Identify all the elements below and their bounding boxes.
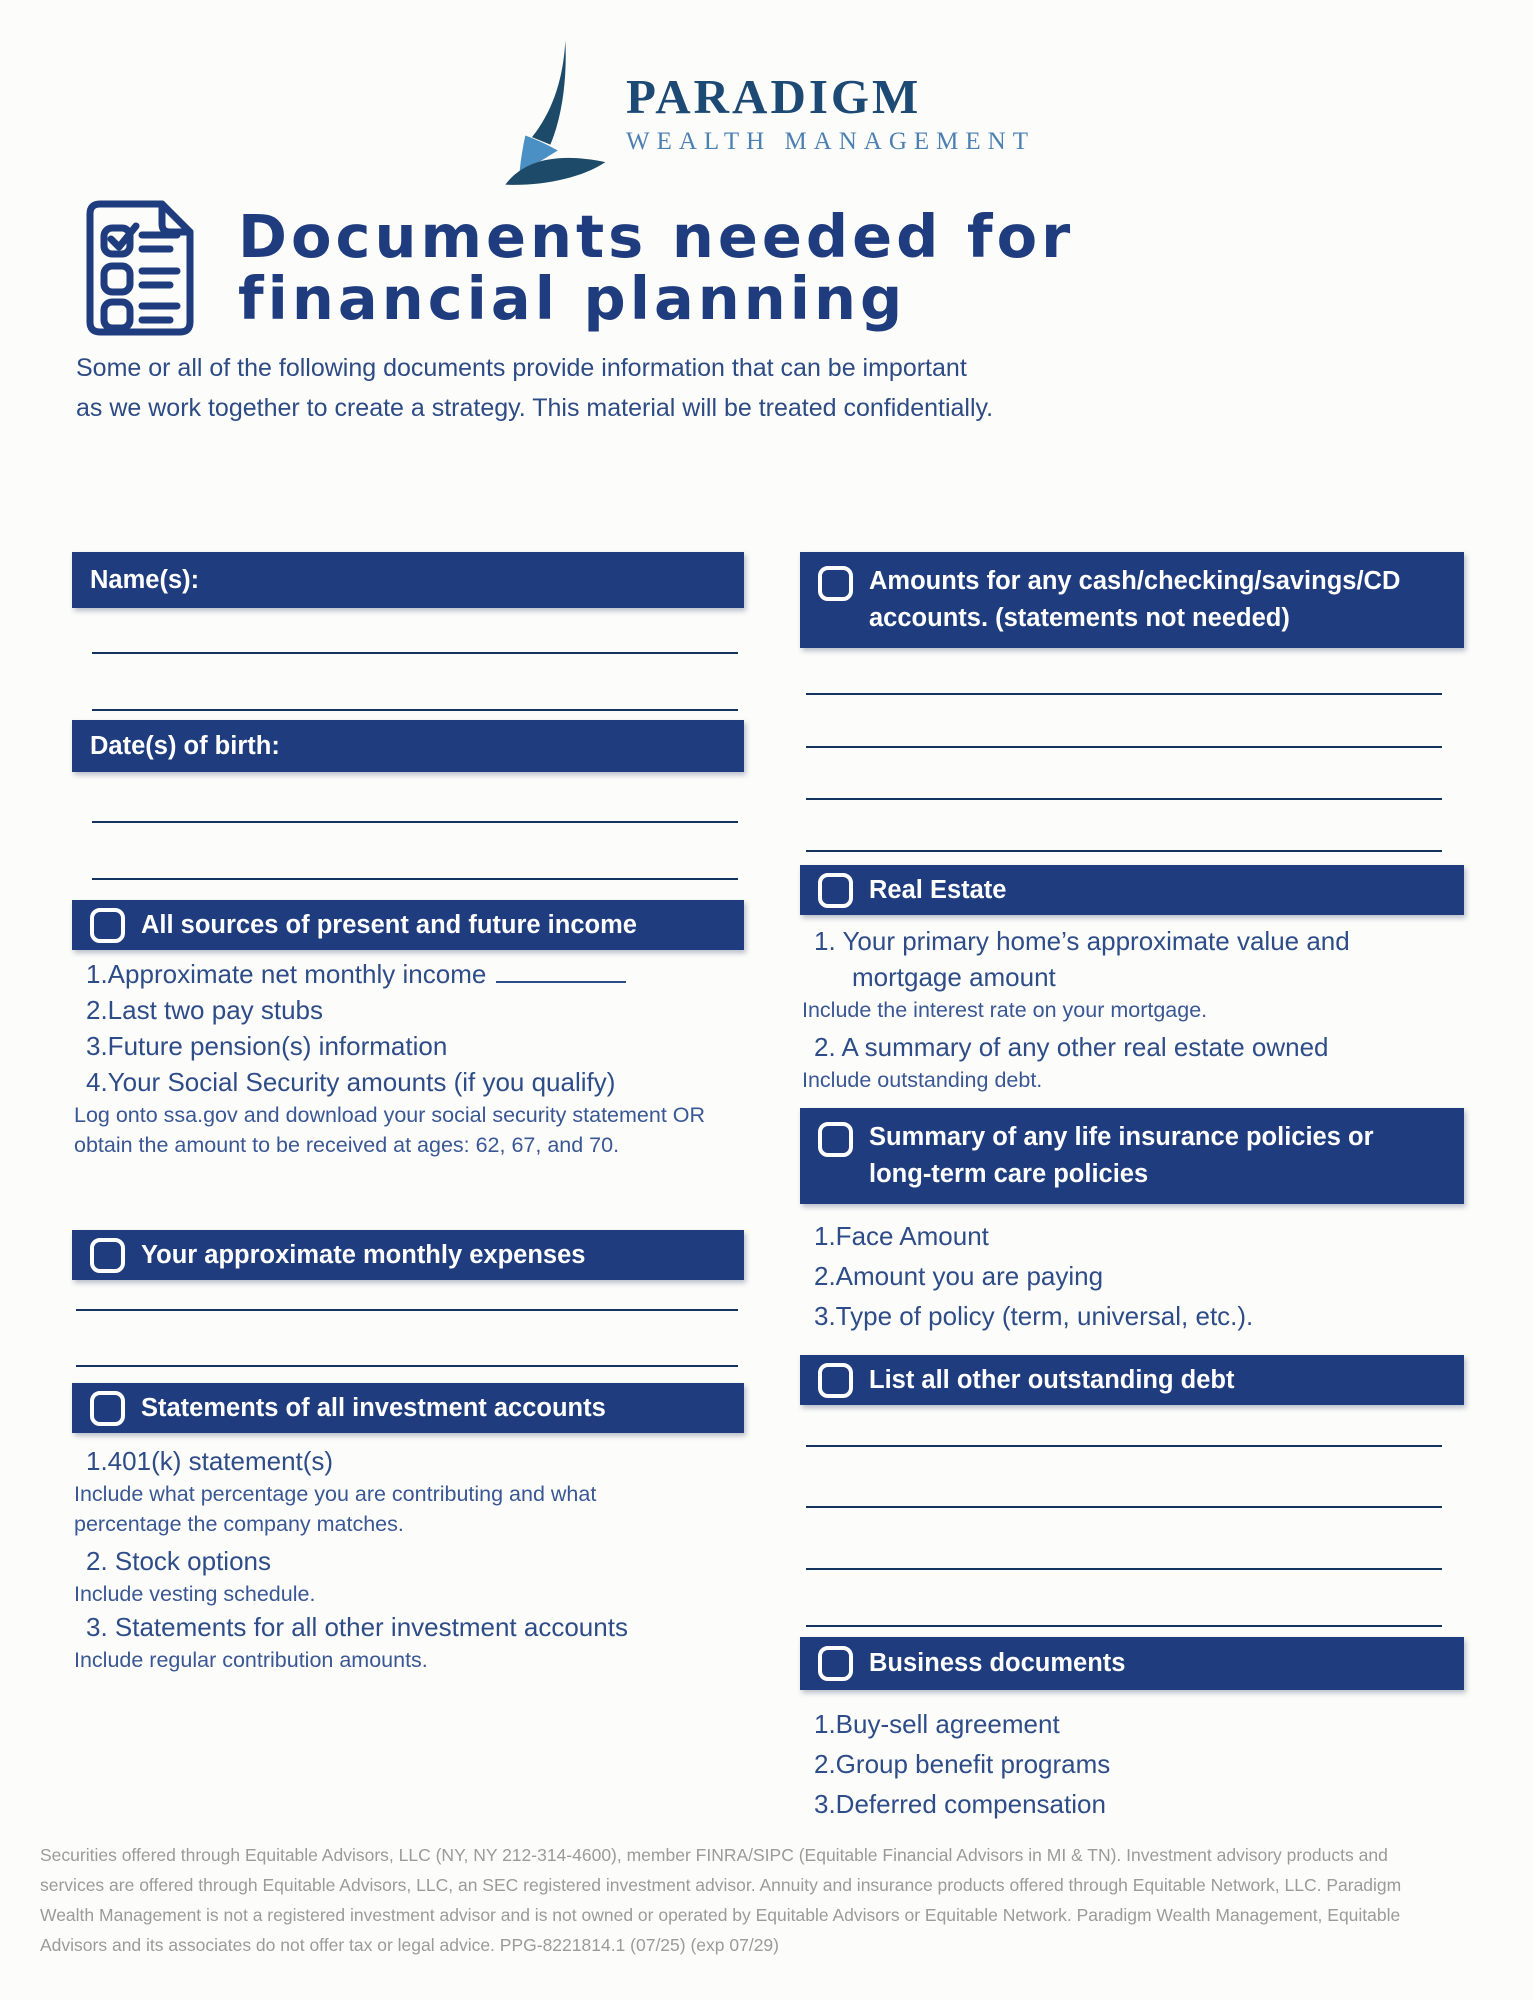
- business-header: [800, 1637, 1464, 1690]
- names-header: [72, 552, 744, 608]
- disclosure-line: services are offered through Equitable Advisors, LLC, an SEC registered investment advisor. Annuity and insurance products offered through Equitable Network, LLC. Paradigm: [40, 1875, 1402, 1896]
- note-text: Include the interest rate on your mortgage.: [802, 998, 1208, 1022]
- expenses-header: [72, 1230, 744, 1280]
- dob-write-line[interactable]: [92, 823, 738, 880]
- list-item: 2.Group benefit programs: [814, 1749, 1111, 1779]
- real-estate-title: Real Estate: [869, 875, 1007, 904]
- debt-write-line[interactable]: [806, 1405, 1442, 1447]
- business-title: Business documents: [869, 1649, 1126, 1677]
- list-item: 1.401(k) statement(s): [86, 1446, 334, 1476]
- cash-accounts-header: [800, 552, 1464, 648]
- insurance-list: [800, 1216, 1464, 1336]
- list-item: 3.Deferred compensation: [814, 1789, 1106, 1819]
- cash-write-line[interactable]: [806, 800, 1442, 852]
- business-list: [800, 1704, 1464, 1824]
- sail-logo-icon: [498, 38, 616, 188]
- note-text: Log onto ssa.gov and download your social security statement OR: [74, 1103, 706, 1127]
- dob-write-line[interactable]: [92, 772, 738, 823]
- debt-write-line[interactable]: [806, 1447, 1442, 1508]
- list-item: 1.Buy-sell agreement: [814, 1709, 1060, 1739]
- expenses-checkbox-icon[interactable]: [90, 1238, 125, 1273]
- list-item: 2. A summary of any other real estate owned: [814, 1032, 1329, 1062]
- note-text: percentage the company matches.: [74, 1512, 404, 1536]
- title-row: [84, 200, 1074, 336]
- note-text: Include vesting schedule.: [74, 1582, 316, 1606]
- list-item: 4.Your Social Security amounts (if you qualify): [86, 1067, 616, 1097]
- intro-line2: as we work together to create a strategy. This material will be treated confidentially.: [76, 394, 994, 422]
- income-header: [72, 900, 744, 950]
- income-list: [72, 956, 744, 1160]
- checklist-document-icon: [84, 200, 196, 336]
- list-item: 2.Last two pay stubs: [86, 995, 324, 1025]
- intro-line1: Some or all of the following documents provide information that can be important: [76, 354, 967, 382]
- real-estate-header: [800, 865, 1464, 915]
- list-item: 1.Face Amount: [814, 1221, 989, 1251]
- expenses-write-line[interactable]: [76, 1311, 738, 1367]
- disclosure-line: Advisors and its associates do not offer tax or legal advice. PPG-8221814.1 (07/25) (exp 07/29): [40, 1935, 779, 1956]
- cash-write-line[interactable]: [806, 695, 1442, 748]
- insurance-header: [800, 1108, 1464, 1204]
- brand-text: [626, 68, 1035, 156]
- cash-accounts-checkbox-icon[interactable]: [818, 566, 853, 601]
- insurance-checkbox-icon[interactable]: [818, 1122, 853, 1157]
- expenses-title: Your approximate monthly expenses: [141, 1240, 586, 1269]
- debt-title: List all other outstanding debt: [869, 1365, 1235, 1394]
- cash-write-line[interactable]: [806, 648, 1442, 695]
- right-column: [800, 552, 1464, 1824]
- list-item: 3. Statements for all other investment accounts: [86, 1612, 628, 1642]
- dob-label: Date(s) of birth:: [90, 731, 280, 760]
- list-item: 1.Approximate net monthly income: [86, 956, 744, 992]
- note-text: Include outstanding debt.: [802, 1068, 1043, 1092]
- income-title: All sources of present and future income: [141, 910, 637, 939]
- disclosure-line: Wealth Management is not a registered investment advisor and is not owned or operated by Equitable Advisors or Equitable Network. Paradigm Wealth Management, Equitable: [40, 1905, 1401, 1926]
- investments-header: [72, 1383, 744, 1433]
- list-item: 1. Your primary home’s approximate value and mortgage amount: [814, 926, 1350, 992]
- list-item: 3.Future pension(s) information: [86, 1031, 448, 1061]
- investments-checkbox-icon[interactable]: [90, 1391, 125, 1426]
- income-checkbox-icon[interactable]: [90, 908, 125, 943]
- note-text: Include regular contribution amounts.: [74, 1648, 428, 1672]
- debt-write-line[interactable]: [806, 1570, 1442, 1627]
- page-title-line2: financial planning: [238, 264, 907, 333]
- cash-accounts-title: Amounts for any cash/checking/savings/CD accounts. (statements not needed): [869, 567, 1401, 632]
- cash-write-line[interactable]: [806, 748, 1442, 800]
- left-column: [72, 552, 744, 1675]
- expenses-write-line[interactable]: [76, 1280, 738, 1311]
- debt-header: [800, 1355, 1464, 1405]
- disclosure-line: Securities offered through Equitable Advisors, LLC (NY, NY 212-314-4600), member FINRA/SIPC (Equitable Financial Advisors in MI & TN). Investment advisory products and: [40, 1845, 1388, 1865]
- brand-name: PARADIGM: [625, 69, 922, 124]
- real-estate-list: [800, 923, 1464, 1095]
- insurance-title: Summary of any life insurance policies or long-term care policies: [869, 1123, 1374, 1188]
- note-text: obtain the amount to be received at ages: 62, 67, and 70.: [74, 1133, 620, 1157]
- fill-in-line[interactable]: [496, 981, 626, 983]
- real-estate-checkbox-icon[interactable]: [818, 873, 853, 908]
- brand-tagline: WEALTH MANAGEMENT: [625, 128, 1035, 155]
- note-text: Include what percentage you are contributing and what: [74, 1482, 597, 1506]
- names-label: Name(s):: [90, 565, 200, 594]
- list-item: 3.Type of policy (term, universal, etc.).: [814, 1301, 1254, 1331]
- debt-write-line[interactable]: [806, 1508, 1442, 1570]
- debt-checkbox-icon[interactable]: [818, 1363, 853, 1398]
- brand-header: [0, 38, 1533, 188]
- business-checkbox-icon[interactable]: [818, 1646, 853, 1681]
- dob-header: [72, 720, 744, 772]
- list-item: 2.Amount you are paying: [814, 1261, 1104, 1291]
- disclosure-text: [40, 1840, 1500, 1960]
- investments-list: [72, 1443, 744, 1675]
- page-title: [238, 202, 1075, 333]
- names-write-line[interactable]: [92, 654, 738, 711]
- investments-title: Statements of all investment accounts: [141, 1393, 606, 1422]
- intro-paragraph: [76, 348, 993, 428]
- page-title-line1: Documents needed for: [238, 202, 1075, 272]
- names-write-line[interactable]: [92, 608, 738, 654]
- list-item: 2. Stock options: [86, 1546, 271, 1576]
